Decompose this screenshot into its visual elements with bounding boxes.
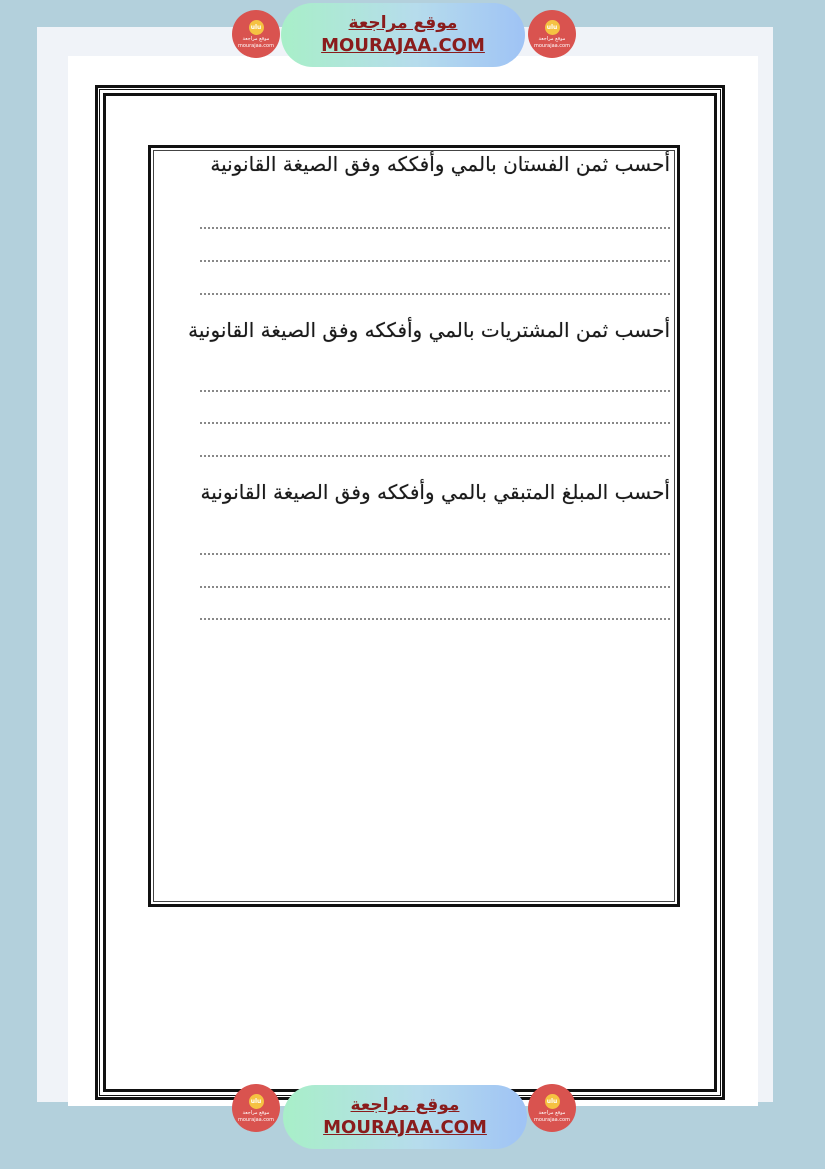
exercise-box-inner <box>153 150 675 902</box>
answer-line[interactable] <box>200 293 670 295</box>
logo-caption-en: mourajaa.com <box>533 42 570 49</box>
question-3: أحسب المبلغ المتبقي بالمي وأفككه وفق الصيغة القانونية <box>200 480 670 504</box>
site-logo-icon[interactable] <box>528 1084 576 1132</box>
answer-line[interactable] <box>200 227 670 229</box>
logo-caption-ar: موقع مراجعة <box>538 1109 566 1116</box>
logo-caption-ar: موقع مراجعة <box>242 35 270 42</box>
site-logo-icon[interactable] <box>528 10 576 58</box>
answer-line[interactable] <box>200 390 670 392</box>
answer-line[interactable] <box>200 422 670 424</box>
banner-arabic-title[interactable]: موقع مراجعة <box>348 13 458 33</box>
site-banner-bottom[interactable] <box>283 1085 527 1149</box>
answer-line[interactable] <box>200 455 670 457</box>
answer-line[interactable] <box>200 586 670 588</box>
logo-caption-ar: موقع مراجعة <box>538 35 566 42</box>
answer-line[interactable] <box>200 618 670 620</box>
site-banner-top[interactable] <box>281 3 525 67</box>
logo-caption-en: mourajaa.com <box>237 42 274 49</box>
logo-badge: ulu <box>545 20 560 35</box>
logo-badge: ulu <box>545 1094 560 1109</box>
site-logo-icon[interactable] <box>232 10 280 58</box>
site-logo-icon[interactable] <box>232 1084 280 1132</box>
logo-badge: ulu <box>249 1094 264 1109</box>
question-2: أحسب ثمن المشتريات بالمي وأفككه وفق الصيغة القانونية <box>188 318 670 342</box>
answer-line[interactable] <box>200 553 670 555</box>
logo-caption-ar: موقع مراجعة <box>242 1109 270 1116</box>
logo-badge: ulu <box>249 20 264 35</box>
banner-site-url[interactable]: MOURAJAA.COM <box>321 35 485 56</box>
banner-site-url[interactable]: MOURAJAA.COM <box>323 1117 487 1138</box>
logo-caption-en: mourajaa.com <box>237 1116 274 1123</box>
answer-line[interactable] <box>200 260 670 262</box>
banner-arabic-title[interactable]: موقع مراجعة <box>350 1095 460 1115</box>
question-1: أحسب ثمن الفستان بالمي وأفككه وفق الصيغة القانونية <box>210 152 670 176</box>
logo-caption-en: mourajaa.com <box>533 1116 570 1123</box>
